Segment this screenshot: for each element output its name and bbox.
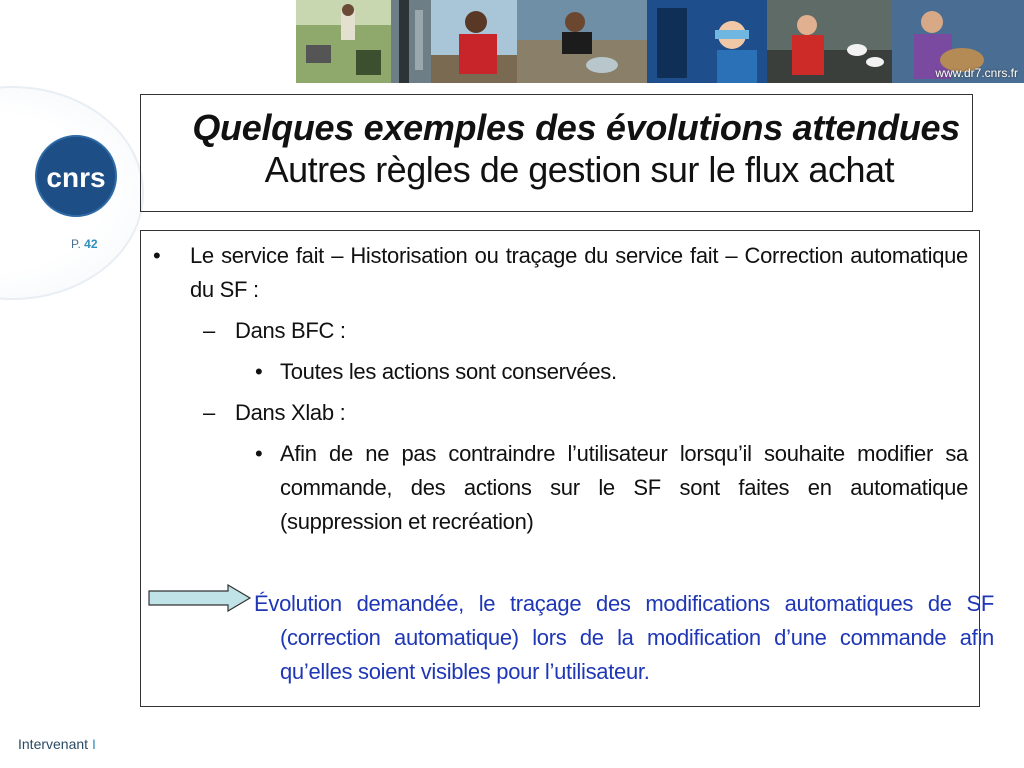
bullet-marker: •	[255, 359, 263, 384]
list-item: Dans BFC :	[235, 318, 346, 343]
page-number	[71, 237, 98, 251]
list-item: Toutes les actions sont conservées.	[280, 359, 617, 384]
arrow-right-icon	[148, 584, 252, 612]
title-box	[140, 94, 973, 212]
slide-title: Quelques exemples des évolutions attendues	[192, 107, 960, 148]
photo-birds-colony	[767, 0, 892, 83]
list-item: Dans Xlab :	[235, 400, 346, 425]
highlight-text: Évolution demandée, le traçage des modifications automatiques de SF (correction automatique) lors de la modification d’une commande afin qu’elles soient visibles pour l’utilisateur.	[254, 591, 994, 684]
list-item: Afin de ne pas contraindre l’utilisateur lorsqu’il souhaite modifier sa commande, des actions sur le SF sont faites en automatique (suppression et recréation)	[280, 441, 968, 534]
content-box	[140, 230, 994, 707]
svg-text:cnrs: cnrs	[46, 162, 106, 193]
photo-fieldwork	[296, 0, 391, 83]
website-url: www.dr7.cnrs.fr	[935, 66, 1018, 80]
cnrs-logo	[35, 135, 117, 217]
photo-researcher-outdoor	[431, 0, 517, 83]
photo-lab-equipment	[391, 0, 431, 83]
presenter-label: Intervenant	[18, 736, 89, 752]
header-photo-banner	[296, 0, 1024, 83]
footer	[18, 736, 96, 752]
list-item: Le service fait – Historisation ou traçage du service fait – Correction automatique du SF :	[190, 243, 968, 302]
photo-rockpool	[517, 0, 647, 83]
bullet-marker: •	[255, 441, 263, 466]
page-number-value: 42	[84, 237, 98, 251]
dash-marker: –	[203, 318, 215, 343]
slide-subtitle: Autres règles de gestion sur le flux achat	[264, 149, 894, 190]
footer-separator: I	[91, 736, 96, 752]
bullet-marker: •	[153, 243, 161, 268]
photo-lab-goggles	[647, 0, 767, 83]
dash-marker: –	[203, 400, 215, 425]
page-prefix: P.	[71, 237, 81, 251]
